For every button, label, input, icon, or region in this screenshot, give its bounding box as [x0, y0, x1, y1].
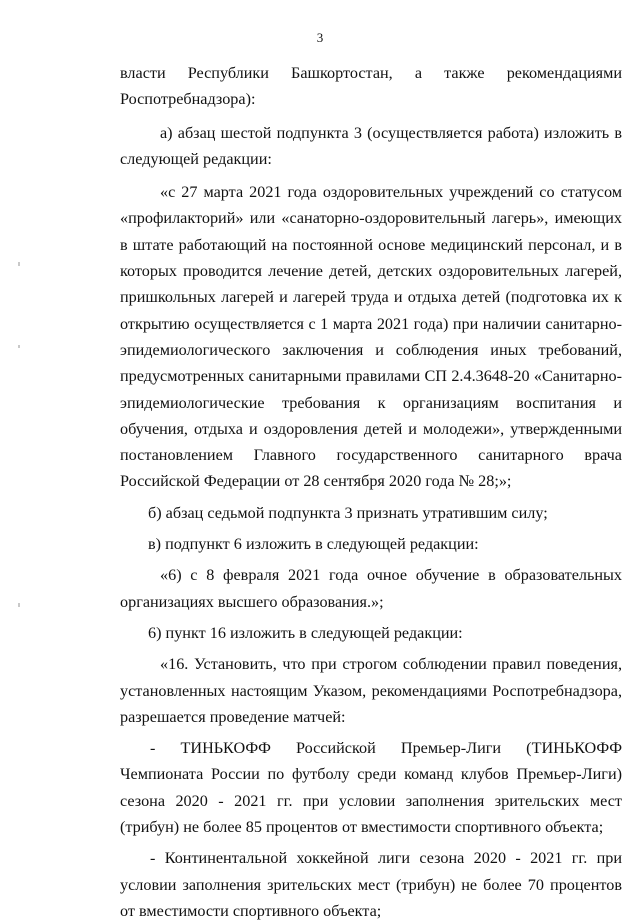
- paragraph-quote-item-v: «6) с 8 февраля 2021 года очное обучение в образовательных организациях высшего образования.»;: [120, 566, 622, 611]
- paragraph-continuation: власти Республики Башкортостан, а также рекомендациями Роспотребнадзора):: [120, 64, 622, 109]
- scan-margin-mark: [18, 345, 20, 348]
- page-number: 3: [316, 30, 324, 45]
- paragraph-item-a: а) абзац шестой подпункта 3 (осуществляется работа) изложить в следующей редакции:: [120, 123, 622, 168]
- paragraph-list-premier-league: - ТИНЬКОФФ Российской Премьер-Лиги (ТИНЬКОФФ Чемпионата России по футболу среди команд клубов Премьер-Лиги) сезона 2020 - 2021 гг. при условии заполнения зрительских мест (трибун) не более 85 процентов от вместимости спортивного объекта;: [120, 739, 622, 837]
- paragraph-quote-item-a: «с 27 марта 2021 года оздоровительных учреждений со статусом «профилакторий» или «санаторно-оздоровительный лагерь», имеющих в штате работающий на постоянной основе медицинский персонал, и в которых проводится лечение детей, детских оздоровительных лагерей, пришкольных лагерей и лагерей труда и отдыха детей (подготовка их к открытию осуществляется с 1 марта 2021 года) при наличии санитарно-эпидемиологического заключения и соблюдения иных требований, предусмотренных санитарными правилами СП 2.4.3648-20 «Санитарно-эпидемиологические требования к организациям воспитания и обучения, отдыха и оздоровления детей и молодежи», утвержденными постановлением Главного государственного санитарного врача Российской Федерации от 28 сентября 2020 года № 28;»;: [120, 183, 622, 491]
- paragraph-quote-item-16: «16. Установить, что при строгом соблюдении правил поведения, установленных настоящим Указом, рекомендациями Роспотребнадзора, разрешается проведение матчей:: [120, 655, 622, 726]
- paragraph-item-b: б) абзац седьмой подпункта 3 признать утратившим силу;: [148, 503, 548, 522]
- paragraph-item-6: 6) пункт 16 изложить в следующей редакции:: [148, 623, 463, 642]
- scan-margin-mark: [18, 262, 20, 266]
- document-body: [120, 60, 622, 924]
- paragraph-list-khl: - Континентальной хоккейной лиги сезона 2020 - 2021 гг. при условии заполнения зрительских мест (трибун) не более 70 процентов от вместимости спортивного объекта;: [120, 849, 622, 920]
- paragraph-item-v: в) подпункт 6 изложить в следующей редакции:: [148, 535, 479, 554]
- scan-margin-mark: [18, 603, 20, 607]
